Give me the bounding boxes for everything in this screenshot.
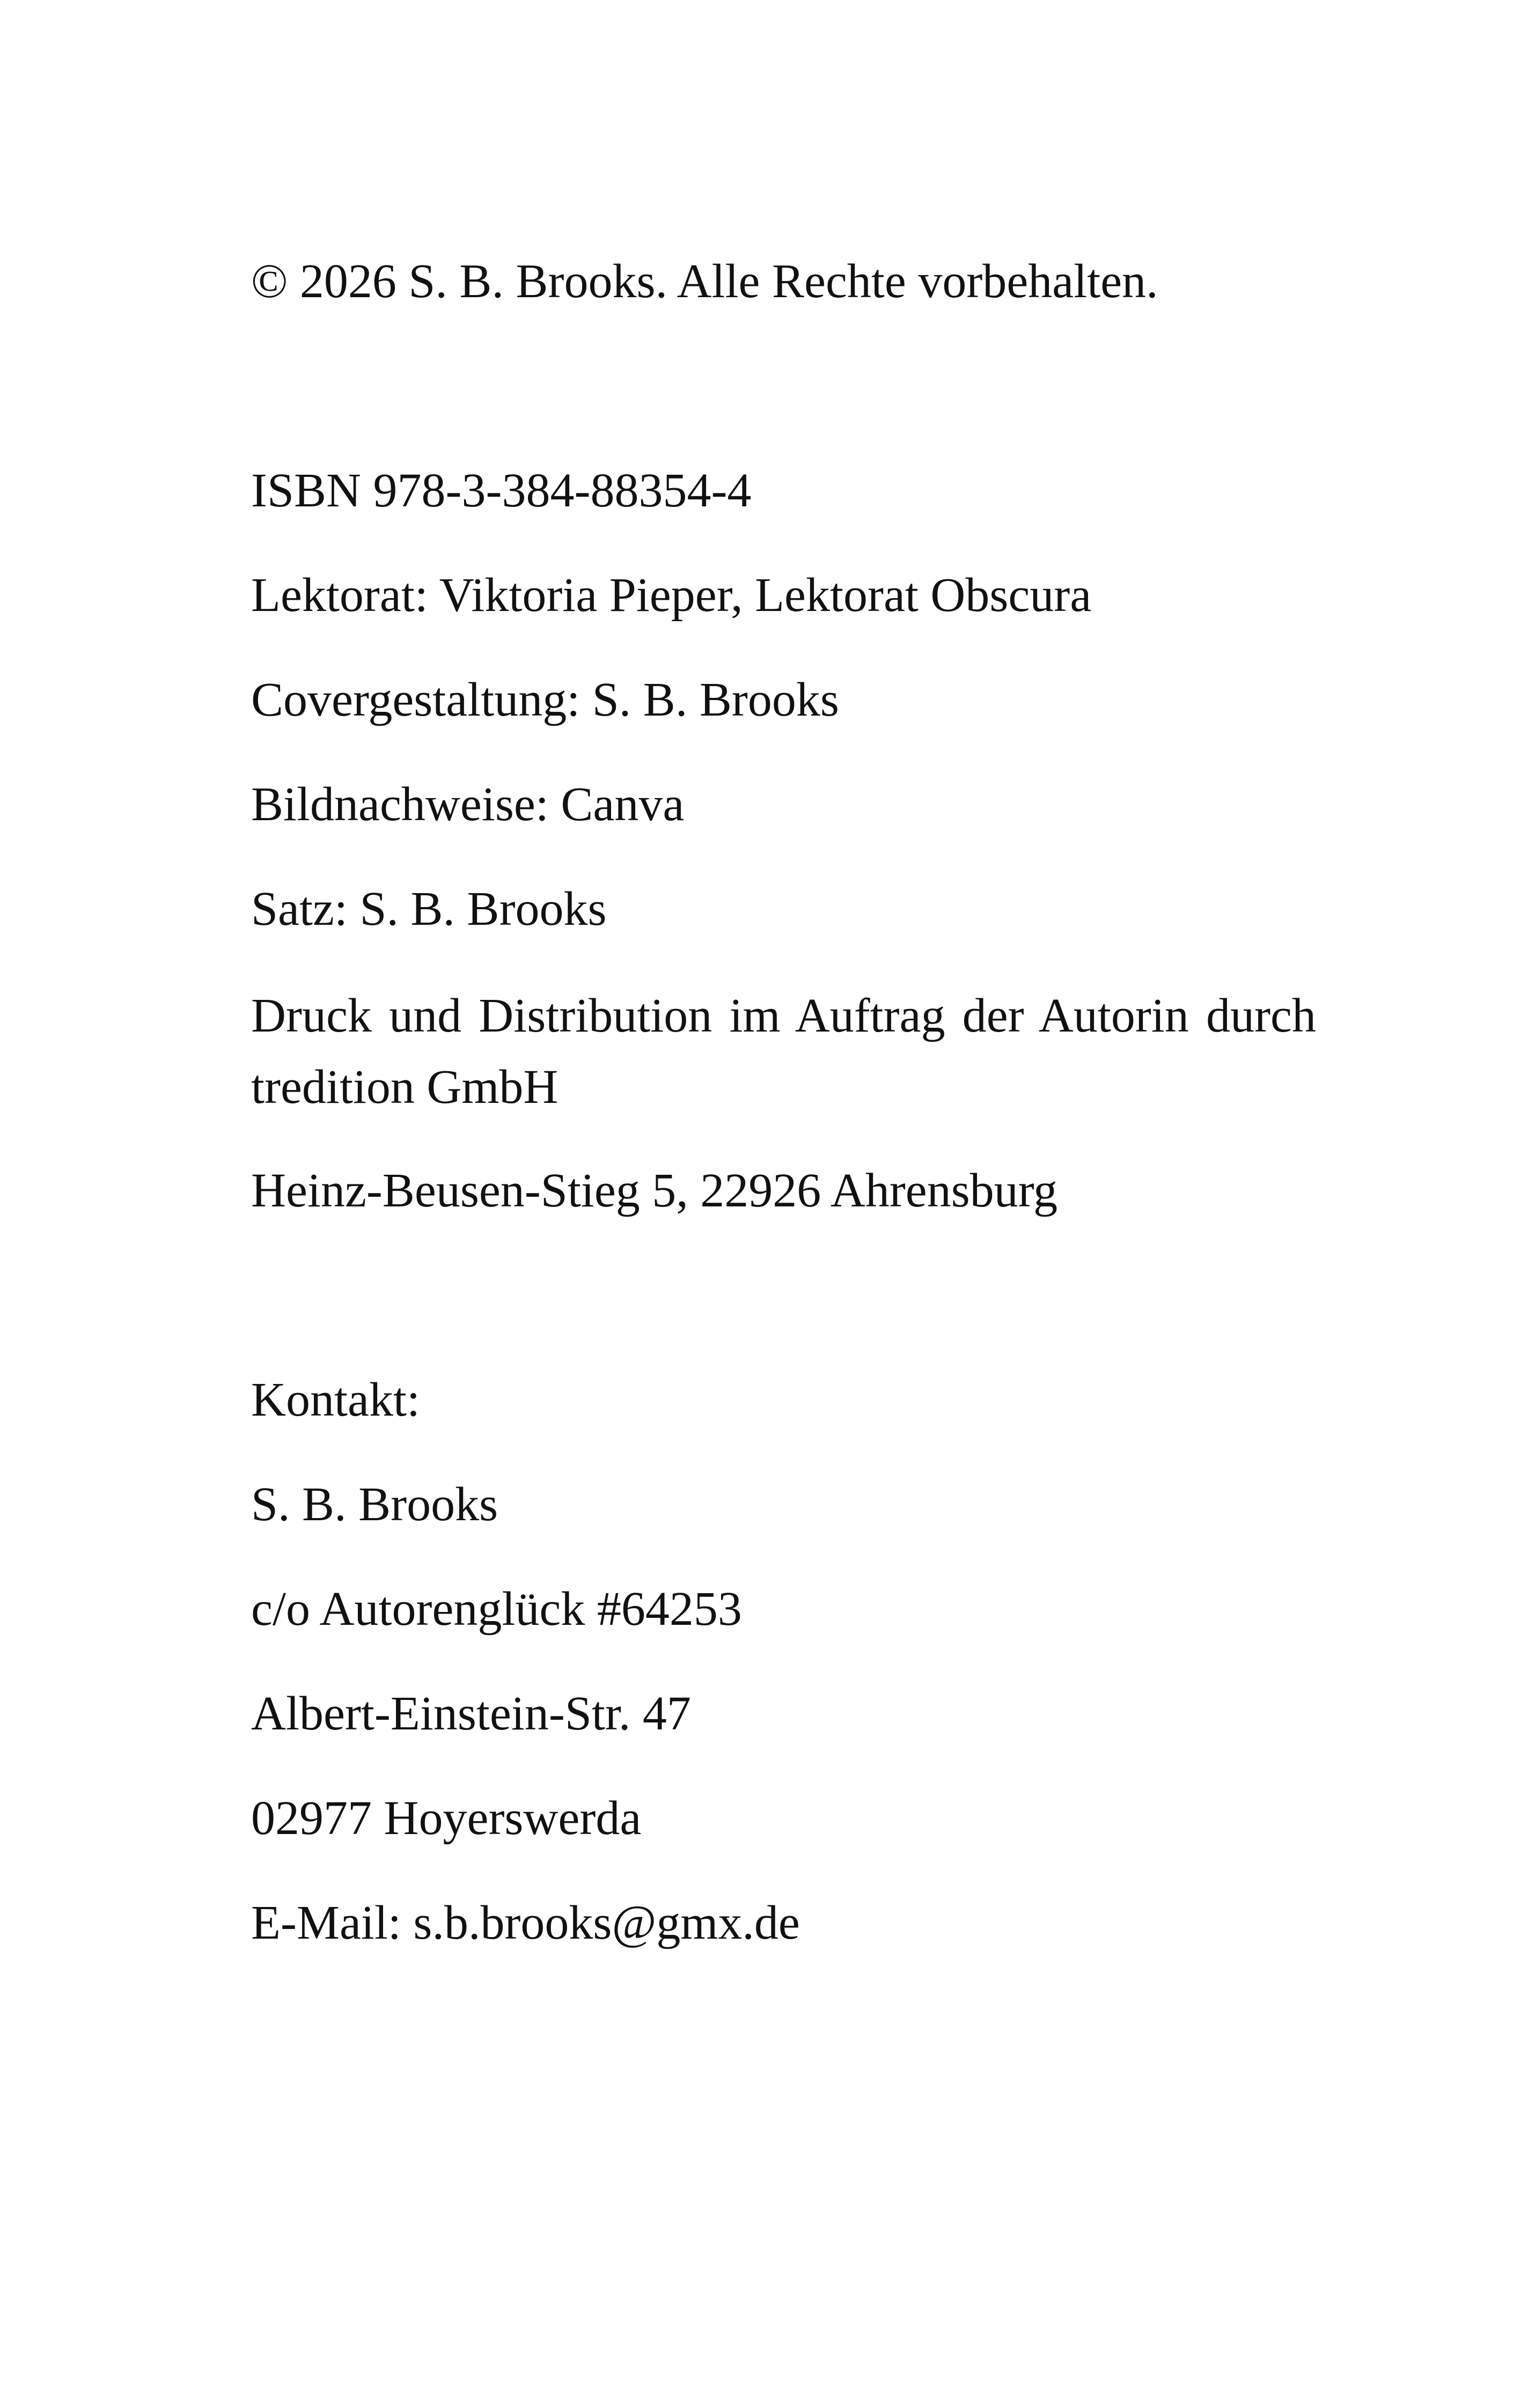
- contact-street: Albert-Einstein-Str. 47: [251, 1687, 691, 1740]
- contact-city: 02977 Hoyerswerda: [251, 1792, 642, 1845]
- contact-name: S. B. Brooks: [251, 1478, 498, 1531]
- image-credits-line: Bildnachweise: Canva: [251, 778, 685, 831]
- publisher-address-line: Heinz-Beusen-Stieg 5, 22926 Ahrensburg: [251, 1164, 1058, 1217]
- contact-heading: Kontakt:: [251, 1373, 420, 1426]
- contact-email: E-Mail: s.b.brooks@gmx.de: [251, 1896, 800, 1949]
- cover-design-line: Covergestaltung: S. B. Brooks: [251, 673, 839, 726]
- lektorat-line: Lektorat: Viktoria Pieper, Lektorat Obscura: [251, 569, 1092, 622]
- contact-co-line: c/o Autorenglück #64253: [251, 1582, 742, 1636]
- isbn-line: ISBN 978-3-384-88354-4: [251, 464, 752, 517]
- print-distribution-paragraph: Druck und Distribution im Auftrag der Autorin durch tredition GmbH: [251, 989, 1316, 1114]
- copyright-notice: © 2026 S. B. Brooks. Alle Rechte vorbehalten.: [251, 255, 1158, 308]
- typesetting-line: Satz: S. B. Brooks: [251, 882, 607, 936]
